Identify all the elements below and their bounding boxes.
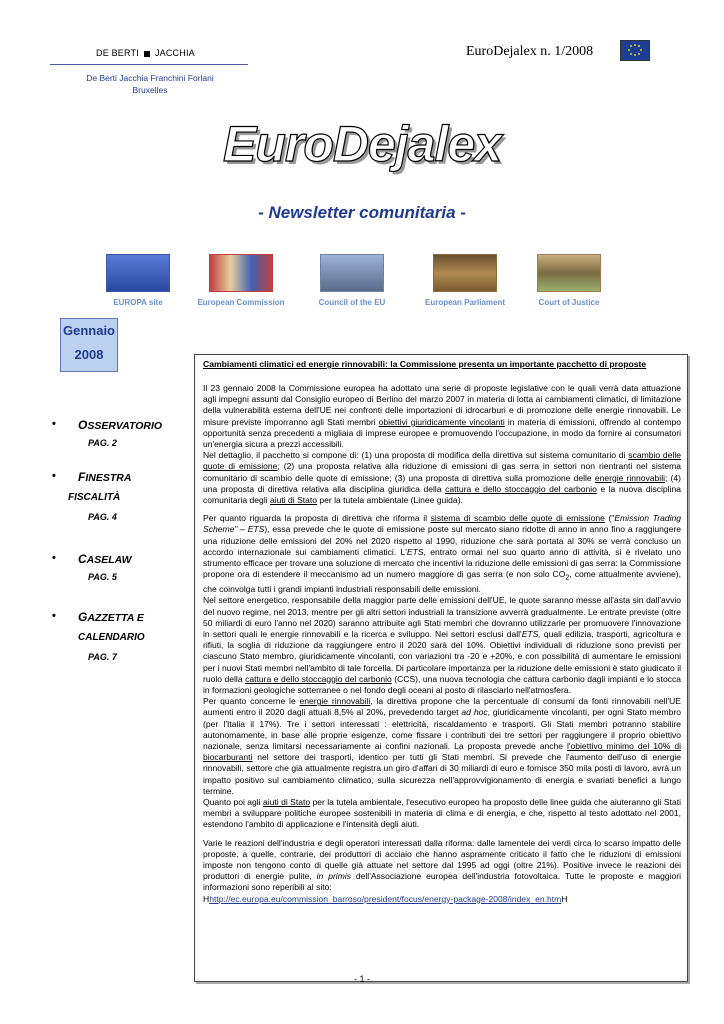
square-bullet-icon <box>144 51 150 57</box>
masthead-title: EuroDejalex <box>222 116 501 172</box>
paragraph-gap <box>203 506 681 513</box>
date-year: 2008 <box>74 347 104 362</box>
energy-package-link[interactable]: http://ec.europa.eu/commission_barroso/president/focus/energy-package-2008/index_en.htm <box>209 893 562 904</box>
firm-name <box>96 48 195 58</box>
article-body <box>203 383 681 905</box>
firm-partners <box>52 72 248 96</box>
paragraph: Per quanto riguarda la proposta di direttiva che riforma il sistema di scambio delle quote di emissione ("Emission Trading Scheme" – ETS), essa prevede che le quote di emissione poste sul mercato siano ridotte di anno in anno fino a raggiungere una riduzione delle emissioni del 20% nel 2020 rispetto al 1990, riduzione che sarà portata al 30% se verrà concluso un accordo internazionale sui cambiamenti climatici. L'ETS, entrato ormai nel suo quarto anno di attività, si è rivelato uno strumento efficace per trovare una soluzione di mercato che incentivi la riduzione delle emissioni di gas serra: la Commissione propone ora di estendere il meccanismo ad un numero maggiore di gas serra (e non solo $CO_2$, come attualmente avviene), che coinvolga tutti i grandi impianti industriali responsabili delle emissioni. <box>203 513 681 595</box>
article-title: Cambiamenti climatici ed energie rinnovabili: la Commissione presenta un importante pacchetto di proposte <box>203 359 647 369</box>
paragraph: Per quanto concerne le energie rinnovabili, la direttiva propone che la percentuale di consumi da fonti rinnovabili nell'UE aumenti entro il 2020 dagli attuali 8,5% al 20%, prevedendo target ad hoc, giuridicamente vincolanti, per ogni Stato membro (per l'Italia il 17%). Tre i settori interessati : elettricità, riscaldamento e trasporti. Gli Stati membri potranno stabilire autonomamente, in base alle proprie esigenze, come fissare i contributi dei tre settori per raggiungere il proprio obiettivo nazionale, senza limitarsi necessariamente ai confini nazionali. La proposta prevede anche l'obiettivo minimo del 10% di biocarburanti nel settore dei trasporti, identico per tutti gli Stati membri. Si prevede che l'aumento dell'uso di energie rinnovabili, settore che già attualmente registra un giro d'affari di 30 miliardi di euro e fornisce 350 mila posti di lavoro, avrà un impatto positivo sul cambiamento climatico, sulla sicurezza nell'approvvigionamento di energia e svariati benefici a lungo termine. <box>203 696 681 796</box>
header-divider <box>50 64 248 65</box>
paragraph: Quanto poi agli aiuti di Stato per la tutela ambientale, l'esecutivo europeo ha proposto delle linee guida che aiuteranno gli Stati membri a sviluppare politiche europee sostenibili in materia di clima e di energia, e che, rispetto al testo adottato nel 2001, estendono l'ambito di applicazione e l'intensità degli aiuti. <box>203 797 681 830</box>
page-number: - 1 - <box>353 974 370 984</box>
paragraph: Nel settore energetico, responsabile della maggior parte delle emissioni dell'UE, le quote saranno messe all'asta sin dall'avvio del nuovo regime, nel 2013, mentre per gli altri settori industriali la transizione avverrà gradualmente. Le entrate previste (oltre 50 miliardi di euro l'anno nel 2020) saranno attribuite agli Stati membri che dovranno utilizzarle per promuovere l'innovazione in settori quali le energie rinnovabili e la ricerca e sviluppo. Nei settori esclusi dall'ETS, quali edilizia, trasporti, agricoltura e rifiuti, la soglia di riduzione da raggiungere entro il 2020 sarà del 10%. Obiettivi individuali di riduzione sono previsti per ciascuno Stato membro, giuridicamente vincolanti, con variazioni tra -20 e +20%, e con possibilità di aumentare le emissioni per i nuovi Stati membri nell'ambito di tale forcella. Di particolare importanza per la riduzione delle emissioni è stato giudicato il ruolo della cattura e dello stoccaggio del carbonio (CCS), una nuova tecnologia che cattura carbonio dagli impianti e lo stocca in formazioni geologiche sotterranee o nel fondo degli oceani al posto di rilasciarlo nell'atmosfera. <box>203 595 681 695</box>
city-line: Bruxelles <box>132 85 168 95</box>
paragraph: Nel dettaglio, il pacchetto si compone di: (1) una proposta di modifica della direttiva sul sistema comunitario di scambio delle quote di emissione; (2) una proposta relativa alla riduzione di emissioni di gas serra in settori non rientranti nel sistema comunitario di scambio delle quote di emissione; (3) una proposta di direttiva sulla promozione delle energie rinnovabili; (4) una proposta di direttiva relativa alla disciplina giuridica della cattura e dello stoccaggio del carbonio e la nuova disciplina comunitaria degli aiuti di Stato per la tutela ambientale (Linee guida). <box>203 450 681 506</box>
link-label: Court of Justice <box>538 298 600 307</box>
link-label: European Parliament <box>424 298 506 307</box>
toc-title: CASELAW <box>78 552 132 566</box>
parliament-thumbnail <box>433 254 497 292</box>
link-label: European Commission <box>197 298 285 307</box>
europa-site-thumbnail <box>106 254 170 292</box>
link-label: Council of the EU <box>318 298 386 307</box>
firm-name-left: DE BERTI <box>96 48 139 58</box>
link-council-eu[interactable] <box>304 254 400 307</box>
council-thumbnail <box>320 254 384 292</box>
eu-flag-icon <box>620 40 650 61</box>
toc-title: OSSERVATORIO <box>78 418 163 432</box>
link-european-parliament[interactable] <box>410 254 520 307</box>
issue-number: EuroDejalex n. 1/2008 <box>466 44 594 59</box>
toc-title: FINESTRA <box>78 470 132 484</box>
masthead-tagline: - Newsletter comunitaria - <box>258 203 466 222</box>
toc-page: PAG. 4 <box>88 512 117 522</box>
institution-links <box>100 254 620 314</box>
bullet-icon: • <box>52 418 56 430</box>
paragraph-gap <box>203 831 681 838</box>
toc-page: PAG. 2 <box>88 438 117 448</box>
paragraph: Il 23 gennaio 2008 la Commissione europea ha adottato una serie di proposte legislative con le quali verrà data attuazione agli impegni assunti dal Consiglio europeo di Berlino del marzo 2007 in materia di lotta ai cambiamenti climatici, di limitazione della vulnerabilità esterna dell'UE nei confronti delle importazioni di idrocarburi e di promozione delle energie rinnovabili. Le misure previste imporranno agli Stati membri obiettivi giuridicamente vincolanti in materia di emissioni, offrendo al contempo opportunità senza precedenti a migliaia di imprese europee e promuovendo l'occupazione, in modo da fornire ai consumatori un'energia sicura a prezzi accessibili. <box>203 383 681 450</box>
firm-name-right: JACCHIA <box>154 48 195 58</box>
toc-title-line2: FISCALITÀ <box>68 492 121 503</box>
bullet-icon: • <box>52 610 56 622</box>
toc-page: PAG. 7 <box>88 652 117 662</box>
url-line: Hhttp://ec.europa.eu/commission_barroso/president/focus/energy-package-2008/index_en.htmH <box>203 893 568 904</box>
toc-title: GAZZETTA E <box>78 610 144 624</box>
link-label: EUROPA site <box>113 298 163 307</box>
paragraph: Varie le reazioni dell'industria e degli operatori interessati dalla riforma: dalle lamentele dei verdi circa lo scarso impatto delle proposte, a quelle, contrarie, dei produttori di acciaio che hanno aspramente criticato il fatto che le riduzioni di emissioni imposte non tengono conto di quelle già attuate nel settore dal 1995 ad oggi (oltre 21%). Positive invece le reazioni dei produttori di energie pulite, in primis dell'Associazione europea dell'industria fotovoltaica. Tutte le proposte e maggiori informazioni sono reperibili al sito: <box>203 837 681 893</box>
link-european-commission[interactable] <box>186 254 296 307</box>
bullet-icon: • <box>52 470 56 482</box>
toc-title-line2: CALENDARIO <box>78 632 145 643</box>
partners-line: De Berti Jacchia Franchini Forlani <box>86 73 214 83</box>
link-europa-site[interactable] <box>100 254 176 307</box>
commission-thumbnail <box>209 254 273 292</box>
toc-page: PAG. 5 <box>88 572 117 582</box>
link-court-of-justice[interactable] <box>526 254 612 307</box>
date-month: Gennaio <box>62 323 115 338</box>
article-box <box>194 354 688 982</box>
bullet-icon: • <box>52 552 56 564</box>
court-thumbnail <box>537 254 601 292</box>
date-box <box>60 318 118 372</box>
